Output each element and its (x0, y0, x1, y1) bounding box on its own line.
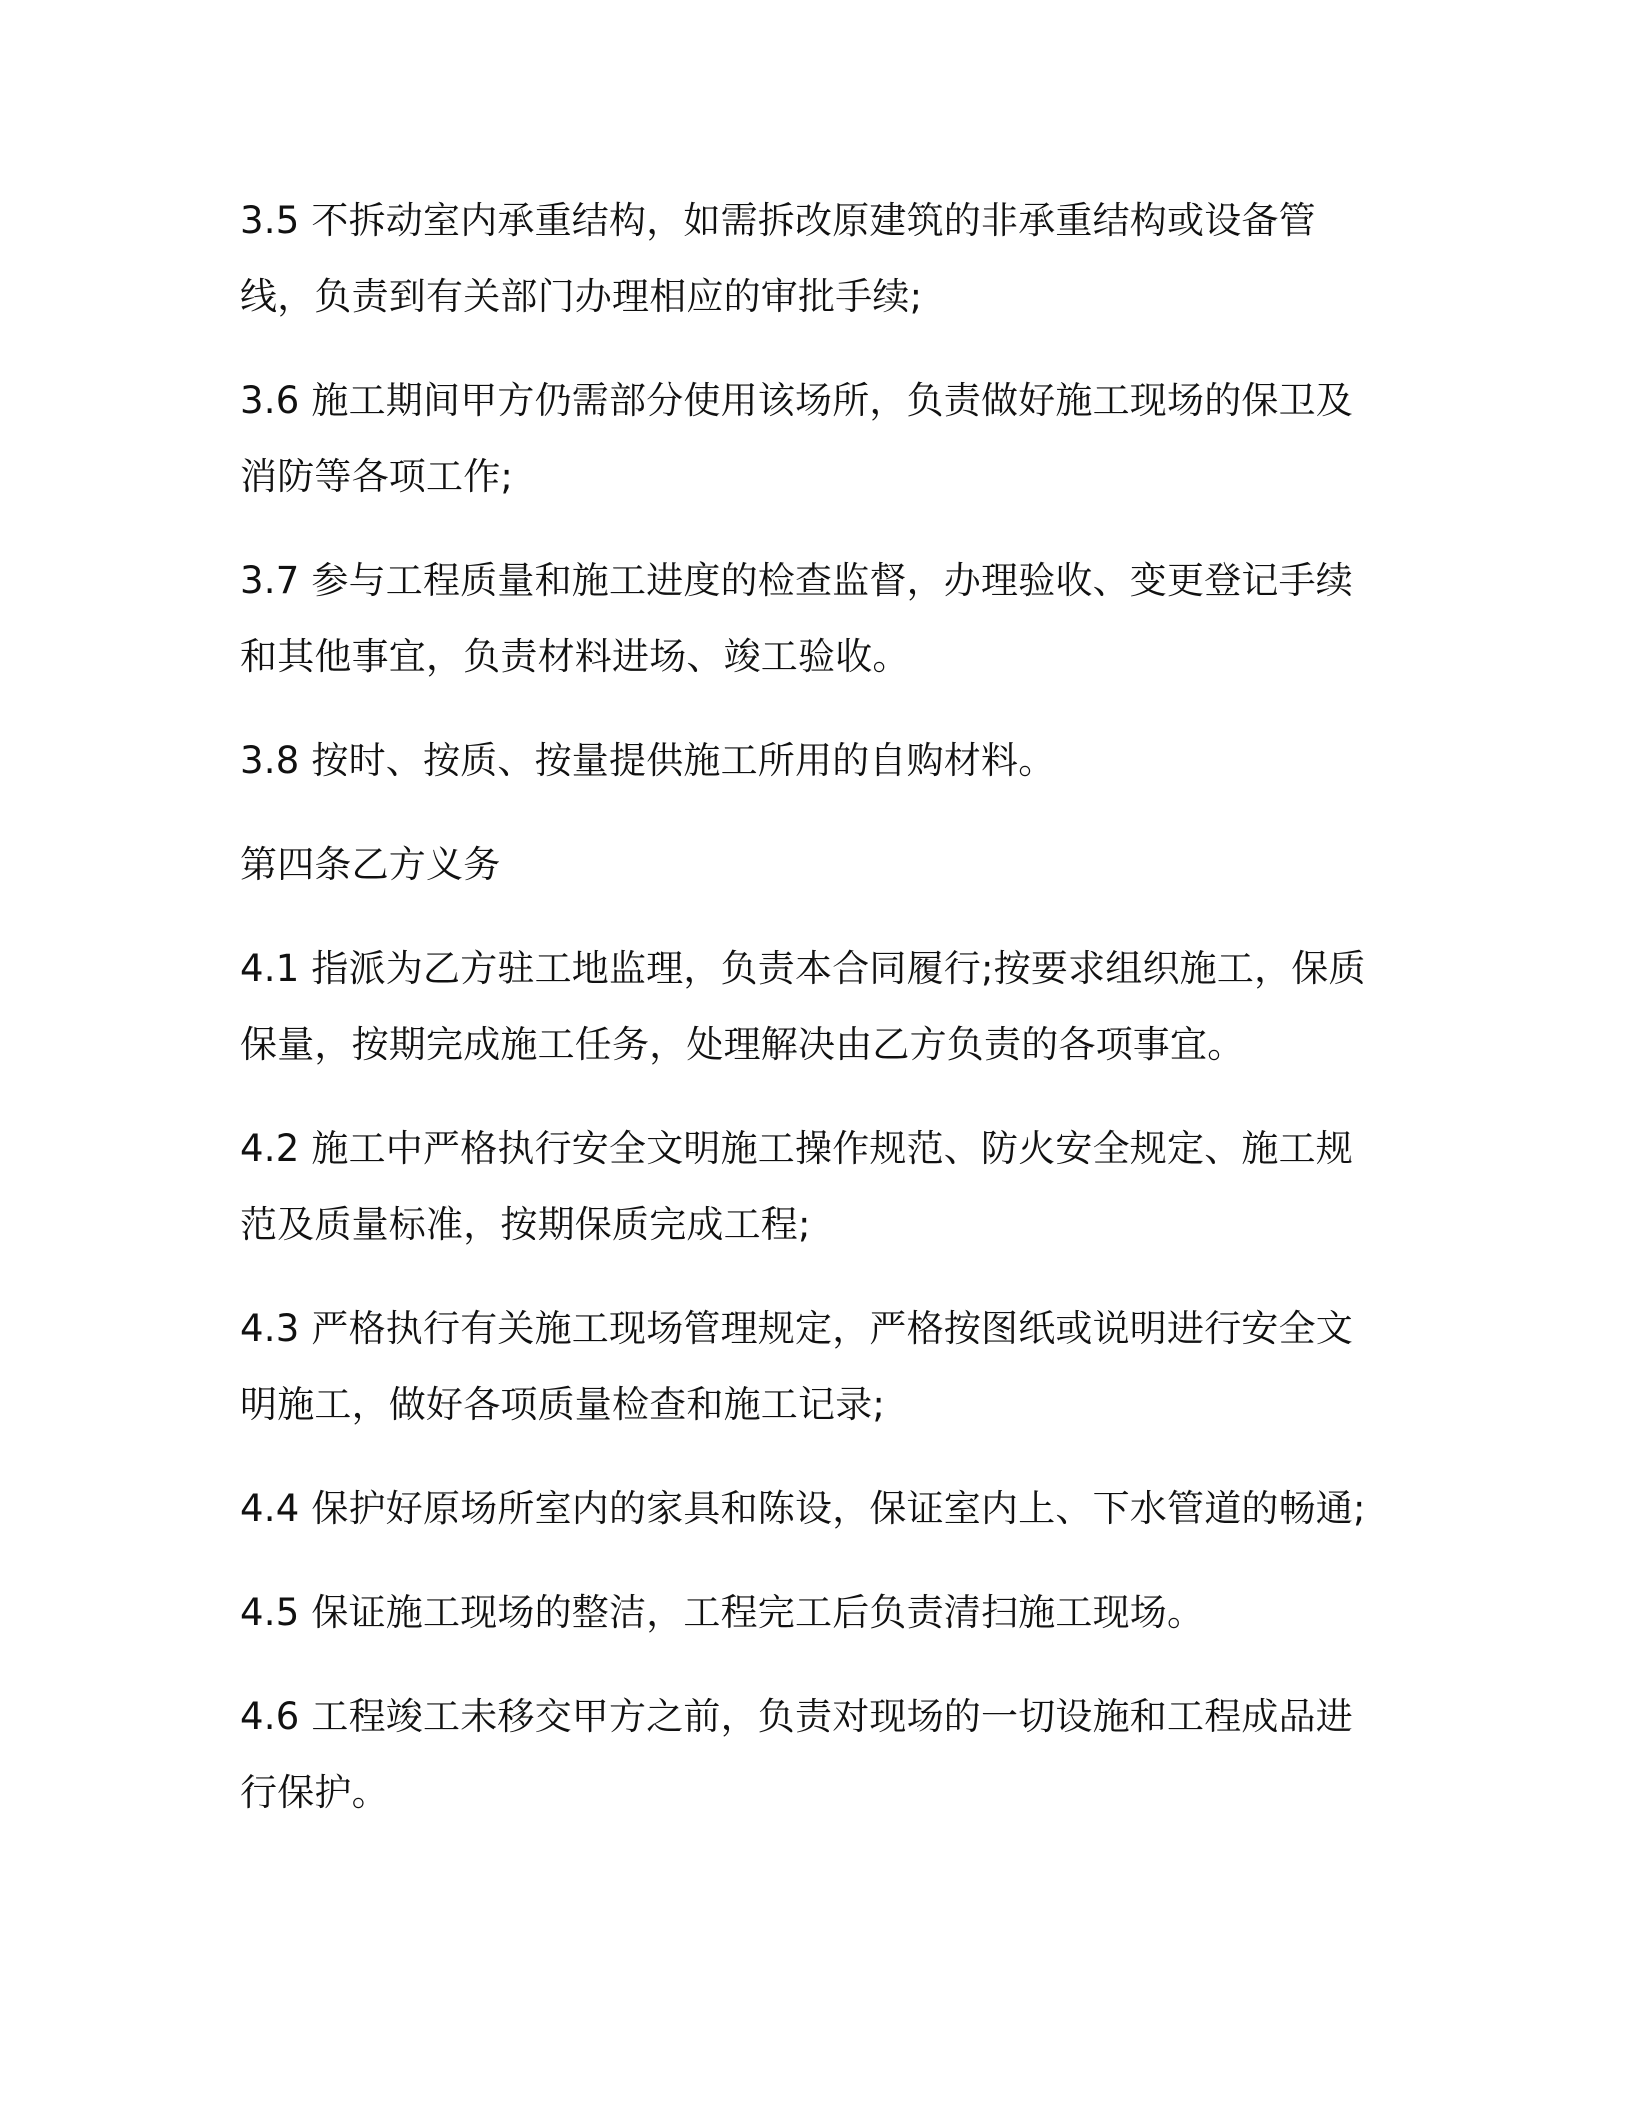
clause-4-4: 4.4 保护好原场所室内的家具和陈设，保证室内上、下水管道的畅通; (240, 1487, 1366, 1530)
clause-4-1: 4.1 指派为乙方驻工地监理，负责本合同履行;按要求组织施工，保质保量，按期完成施工任务，处理解决由乙方负责的各项事宜。 (240, 947, 1366, 1066)
clause-3-7: 3.7 参与工程质量和施工进度的检查监督，办理验收、变更登记手续和其他事宜，负责材料进场、竣工验收。 (240, 559, 1354, 678)
document-body (240, 183, 1390, 1859)
section-heading-article-4: 第四条乙方义务 (240, 843, 501, 886)
clause-3-5: 3.5 不拆动室内承重结构，如需拆改原建筑的非承重结构或设备管线，负责到有关部门办理相应的审批手续; (240, 199, 1316, 318)
clause-3-8: 3.8 按时、按质、按量提供施工所用的自购材料。 (240, 739, 1056, 782)
clause-3-6: 3.6 施工期间甲方仍需部分使用该场所，负责做好施工现场的保卫及消防等各项工作; (240, 379, 1354, 498)
clause-4-5: 4.5 保证施工现场的整洁，工程完工后负责清扫施工现场。 (240, 1591, 1205, 1634)
clause-4-3: 4.3 严格执行有关施工现场管理规定，严格按图纸或说明进行安全文明施工，做好各项质量检查和施工记录; (240, 1307, 1354, 1426)
clause-4-2: 4.2 施工中严格执行安全文明施工操作规范、防火安全规定、施工规范及质量标准，按期保质完成工程; (240, 1127, 1354, 1246)
clause-4-6: 4.6 工程竣工未移交甲方之前，负责对现场的一切设施和工程成品进行保护。 (240, 1695, 1354, 1814)
